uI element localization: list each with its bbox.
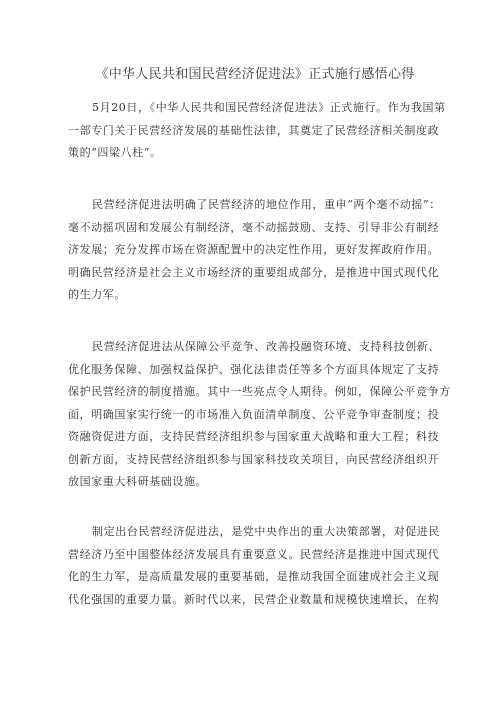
- paragraph-line: 创新方面，支持民营经济组织参与国家科技攻关项目，向民营经济组织开: [68, 452, 440, 466]
- paragraph-line: 一部专门关于民营经济发展的基础性法律，其奠定了民营经济相关制度政: [68, 123, 440, 137]
- paragraph-line: 放国家重大科研基础设施。: [68, 475, 208, 488]
- paragraph-line: 明确民营经济是社会主义市场经济的重要组成部分，是推进中国式现代化: [68, 265, 440, 279]
- paragraph-3: [68, 336, 451, 494]
- paragraph-2: [68, 194, 440, 307]
- paragraph-line: 5月20日，《中华人民共和国民营经济促进法》正式施行。作为我国第: [92, 101, 446, 114]
- paragraph-line: 营经济乃至中国整体经济发展具有重要意义。民营经济是推进中国式现代: [68, 547, 440, 561]
- paragraph-line: 代化强国的重要力量。新时代以来，民营企业数量和规模快速增长，在构: [68, 592, 440, 606]
- paragraph-1: [68, 97, 446, 165]
- paragraph-line: 制定出台民营经济促进法，是党中央作出的重大决策部署，对促进民: [92, 525, 440, 538]
- paragraph-line: 保护民营经济的制度措施。其中一些亮点令人期待。例如，保障公平竞争方: [68, 385, 451, 398]
- paragraph-line: 民营经济促进法明确了民营经济的地位作用，重申“两个毫不动摇”：: [92, 198, 441, 211]
- paragraph-line: 资融资促进方面，支持民营经济组织参与国家重大战略和重大工程；科技: [68, 430, 440, 443]
- paragraph-line: 毫不动摇巩固和发展公有制经济，毫不动摇鼓励、支持、引导非公有制经: [68, 220, 440, 234]
- document-title: 《中华人民共和国民营经济促进法》正式施行感悟心得: [95, 67, 415, 82]
- paragraph-line: 优化服务保障、加强权益保护、强化法律责任等多个方面具体规定了支持: [68, 362, 440, 376]
- paragraph-4: [68, 521, 440, 611]
- paragraph-line: 济发展；充分发挥市场在资源配置中的决定性作用，更好发挥政府作用。: [68, 243, 440, 256]
- paragraph-line: 策的“四梁八柱”。: [68, 146, 162, 159]
- paragraph-line: 的生力军。: [68, 288, 126, 301]
- paragraph-line: 民营经济促进法从保障公平竞争、改善投融资环境、支持科技创新、: [92, 340, 440, 353]
- paragraph-line: 化的生力军，是高质量发展的重要基础，是推动我国全面建成社会主义现: [68, 570, 440, 583]
- paragraph-line: 面，明确国家实行统一的市场准入负面清单制度、公平竞争审查制度；投: [68, 407, 440, 421]
